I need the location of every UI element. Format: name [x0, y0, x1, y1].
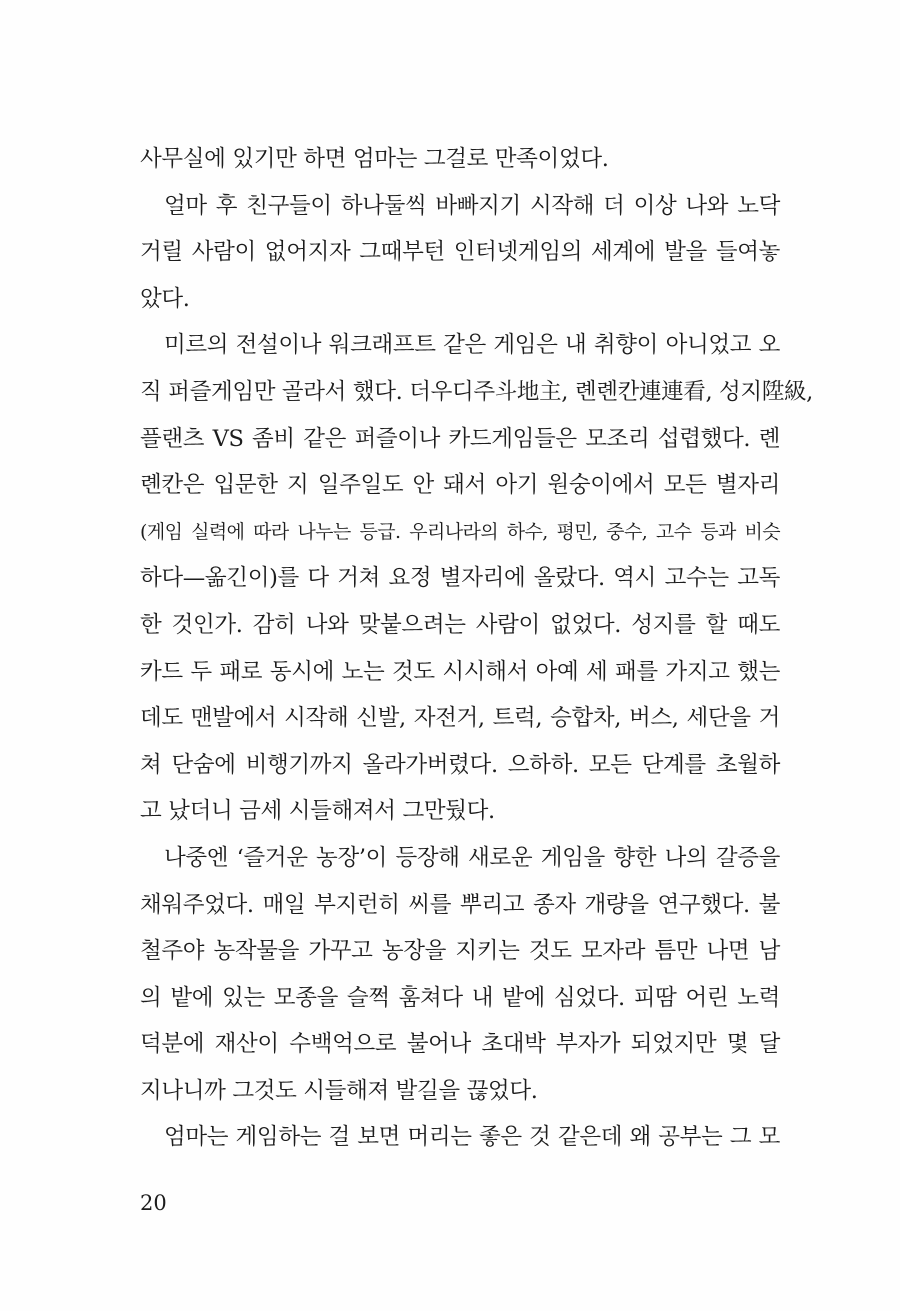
text-line: 롄칸은 입문한 지 일주일도 안 돼서 아기 원숭이에서 모든 별자리 [140, 472, 780, 499]
text-line: 덕분에 재산이 수백억으로 불어나 초대박 부자가 되었지만 몇 달 [140, 1031, 780, 1058]
text-line: 지나니까 그것도 시들해져 발길을 끊었다. [140, 1077, 538, 1104]
text-line: 엄마는 게임하는 걸 보면 머리는 좋은 것 같은데 왜 공부는 그 모 [164, 1124, 780, 1151]
text-line: 사무실에 있기만 하면 엄마는 그걸로 만족이었다. [140, 146, 609, 172]
text-line: (게임 실력에 따라 나누는 등급. 우리나라의 하수, 평민, 중수, 고수 등과 비슷 [140, 520, 780, 543]
text-line: 미르의 전설이나 워크래프트 같은 게임은 내 취향이 아니었고 오 [164, 332, 780, 359]
text-line: 고 났더니 금세 시들해져서 그만뒀다. [140, 798, 495, 825]
text-line: 의 밭에 있는 모종을 슬쩍 훔쳐다 내 밭에 심었다. 피땀 어린 노력 [140, 984, 780, 1011]
text-line: 얼마 후 친구들이 하나둘씩 바빠지기 시작해 더 이상 나와 노닥 [164, 192, 780, 219]
body-text [140, 136, 813, 1161]
text-line: 거릴 사람이 없어지자 그때부턴 인터넷게임의 세계에 발을 들여놓 [140, 239, 780, 266]
text-line: 았다. [140, 285, 190, 312]
text-line: 철주야 농작물을 가꾸고 농장을 지키는 것도 모자라 틈만 나면 남 [140, 938, 780, 965]
text-line: 플랜츠 VS 좀비 같은 퍼즐이나 카드게임들은 모조리 섭렵했다. 롄 [140, 425, 780, 452]
text-line: 카드 두 패로 동시에 노는 것도 시시해서 아예 세 패를 가지고 했는 [140, 658, 780, 685]
text-line: 데도 맨발에서 시작해 신발, 자전거, 트럭, 승합차, 버스, 세단을 거 [140, 705, 780, 732]
text-line: 채워주었다. 매일 부지런히 씨를 뿌리고 종자 개량을 연구했다. 불 [140, 891, 780, 918]
text-line: 하다—옮긴이)를 다 거쳐 요정 별자리에 올랐다. 역시 고수는 고독 [140, 565, 780, 592]
text-line: 직 퍼즐게임만 골라서 했다. 더우디주斗地主, 롄롄칸連連看, 성지陞級, [140, 378, 813, 405]
page-number: 20 [140, 1191, 167, 1215]
text-line: 나중엔 ‘즐거운 농장’이 등장해 새로운 게임을 향한 나의 갈증을 [164, 844, 780, 871]
text-line: 쳐 단숨에 비행기까지 올라가버렸다. 으하하. 모든 단계를 초월하 [140, 751, 780, 778]
text-line: 한 것인가. 감히 나와 맞붙으려는 사람이 없었다. 성지를 할 때도 [140, 611, 780, 638]
